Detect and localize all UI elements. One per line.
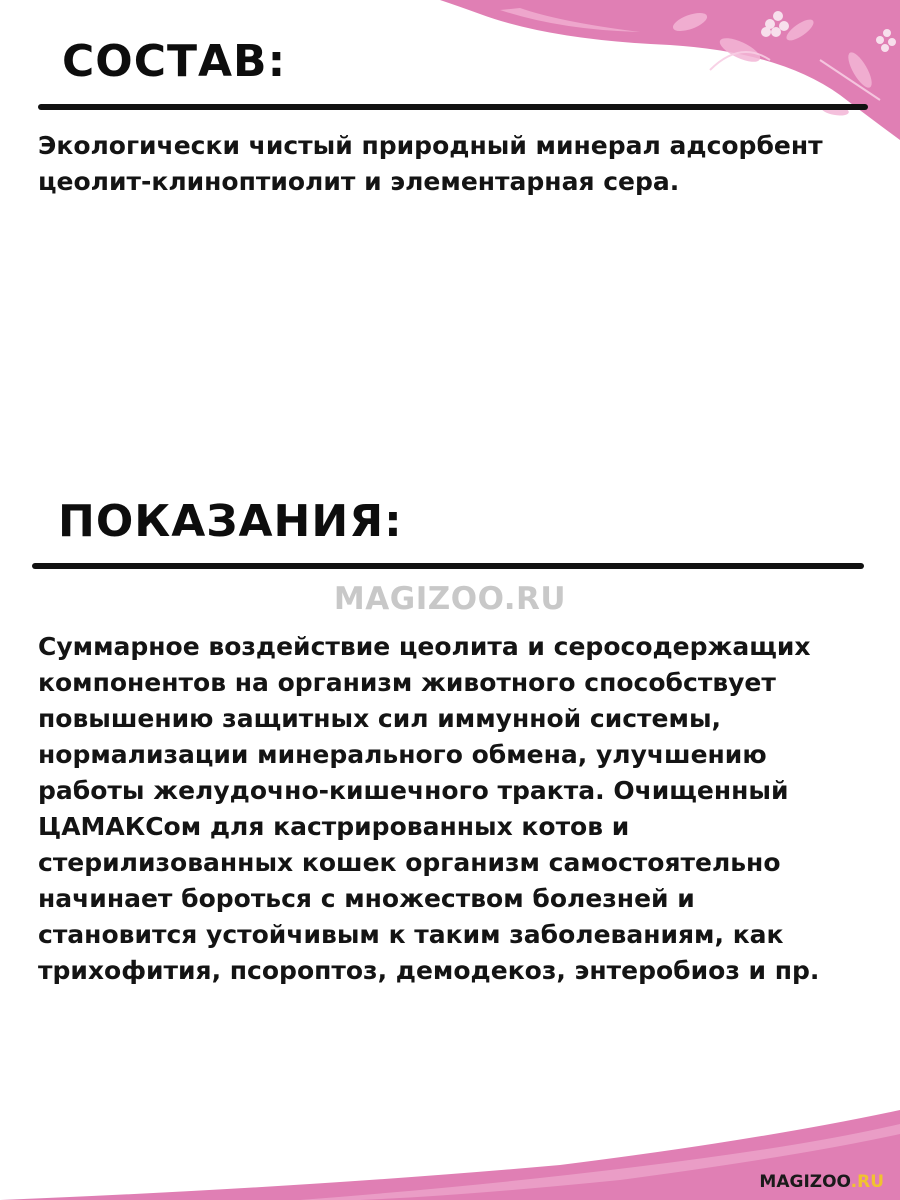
indications-heading: ПОКАЗАНИЯ: <box>58 496 403 547</box>
watermark: MAGIZOO.RU <box>333 581 567 617</box>
indications-text: Суммарное воздействие цеолита и серосодержащих компонентов на организм животного способствует повышению защитных сил иммунной системы, нормализации минерального обмена, улучшению работы желудочно-кишечного тракта. Очищенный ЦАМАКСом для кастрированных котов и стерилизованных кошек организм самостоятельно начинает бороться с множеством болезней и становится устойчивым к таким заболеваниям, как трихофития, псороптоз, демодекоз, энтеробиоз и пр. <box>38 632 820 985</box>
composition-divider <box>38 104 868 110</box>
indications-divider <box>32 563 864 569</box>
floral-corner-decoration <box>440 0 900 140</box>
composition-heading: СОСТАВ: <box>62 36 287 87</box>
brand-logo <box>759 1172 884 1192</box>
brand-name: MAGIZOO <box>759 1172 851 1192</box>
brand-tld: .RU <box>850 1172 884 1192</box>
composition-text: Экологически чистый природный минерал адсорбент цеолит-клиноптиолит и элементарная сера. <box>38 131 823 196</box>
